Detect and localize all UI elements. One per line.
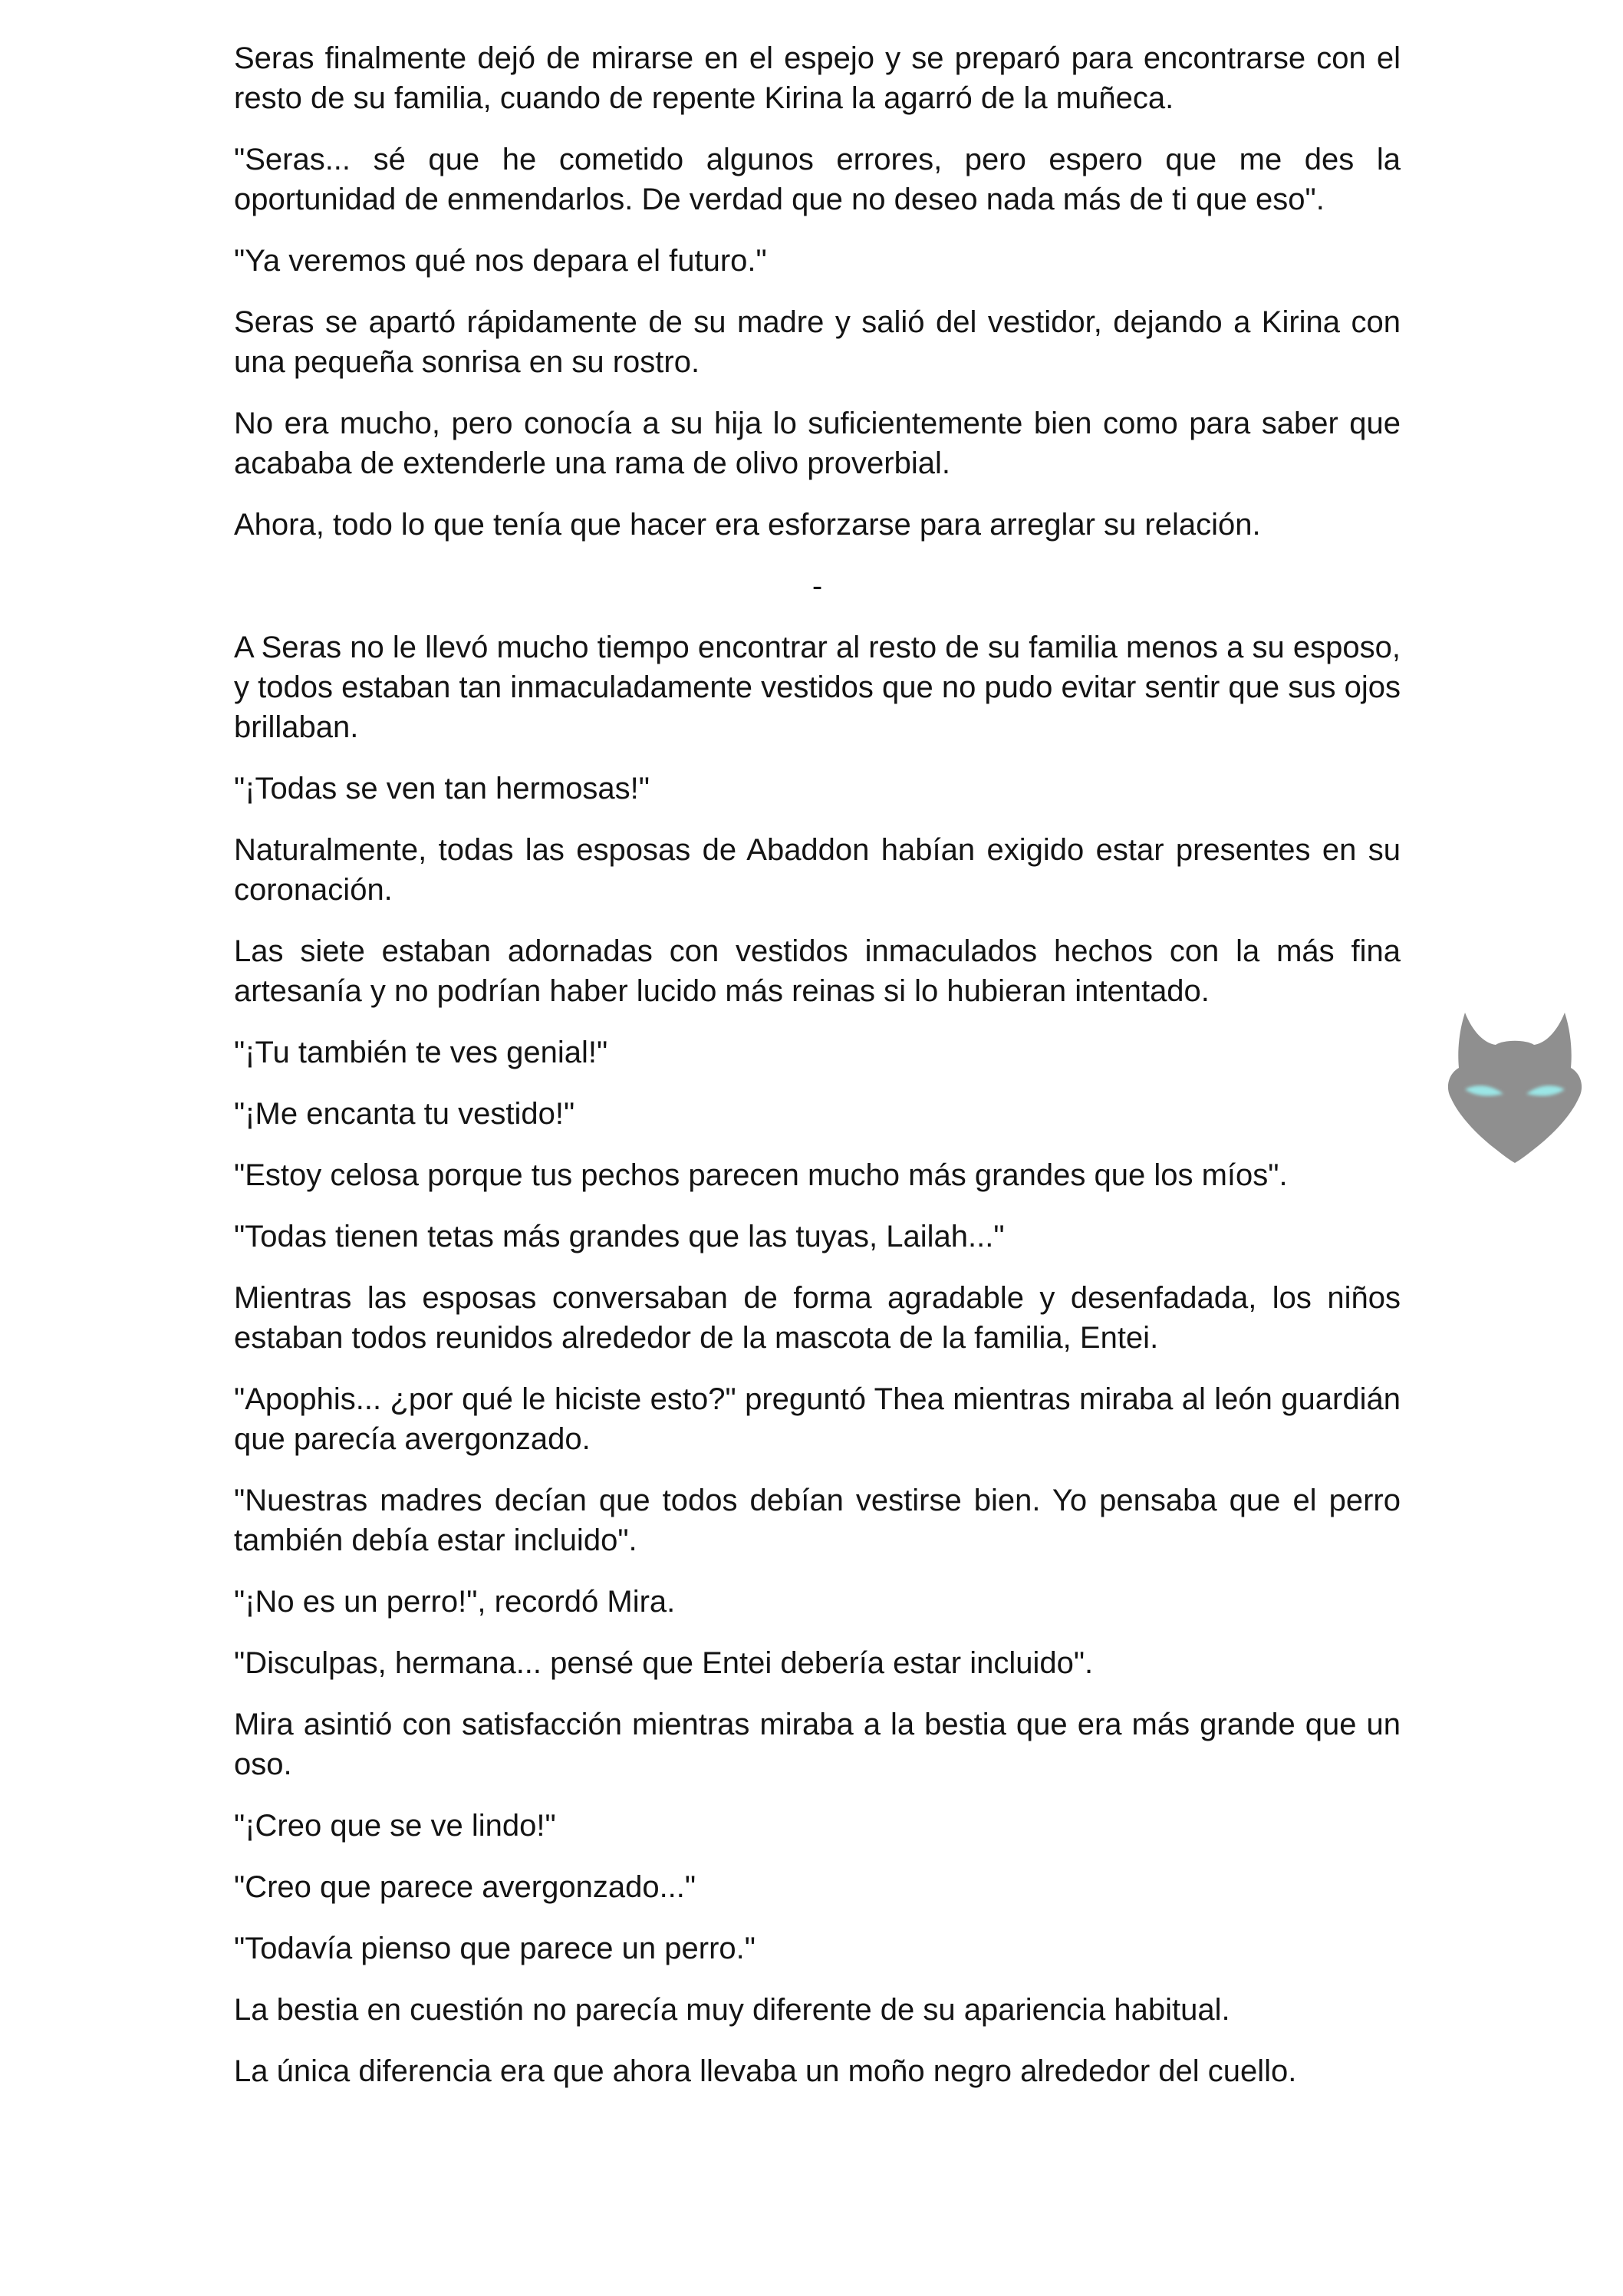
- paragraph: A Seras no le llevó mucho tiempo encontrar al resto de su familia menos a su esposo, y todos estaban tan inmaculadamente vestidos que no pudo evitar sentir que sus ojos brillaban.: [234, 631, 1401, 744]
- paragraph: "Seras... sé que he cometido algunos errores, pero espero que me des la oportunidad de enmendarlos. De verdad que no deseo nada más de ti que eso".: [234, 143, 1401, 216]
- paragraph: "Estoy celosa porque tus pechos parecen mucho más grandes que los míos".: [234, 1158, 1288, 1192]
- paragraph: "Todavía pienso que parece un perro.": [234, 1932, 756, 1965]
- watermark-logo: [1442, 997, 1588, 1166]
- paragraph: La única diferencia era que ahora llevaba un moño negro alrededor del cuello.: [234, 2054, 1297, 2088]
- paragraph: Mira asintió con satisfacción mientras miraba a la bestia que era más grande que un oso.: [234, 1708, 1401, 1781]
- paragraph: "¡Todas se ven tan hermosas!": [234, 772, 650, 805]
- paragraph: "Todas tienen tetas más grandes que las tuyas, Lailah...": [234, 1220, 1005, 1253]
- paragraph: Las siete estaban adornadas con vestidos inmaculados hechos con la más fina artesanía y no podrían haber lucido más reinas si lo hubieran intentado.: [234, 934, 1401, 1008]
- paragraph: Mientras las esposas conversaban de forma agradable y desenfadada, los niños estaban todos reunidos alrededor de la mascota de la familia, Entei.: [234, 1281, 1401, 1355]
- paragraph: "¡Creo que se ve lindo!": [234, 1809, 556, 1843]
- paragraph: Seras se apartó rápidamente de su madre y salió del vestidor, dejando a Kirina con una pequeña sonrisa en su rostro.: [234, 305, 1401, 379]
- demon-head-icon: [1442, 997, 1588, 1166]
- document-page: [234, 38, 1401, 2113]
- paragraph: "Ya veremos qué nos depara el futuro.": [234, 244, 767, 278]
- paragraph: "Creo que parece avergonzado...": [234, 1870, 696, 1904]
- paragraph: Seras finalmente dejó de mirarse en el espejo y se preparó para encontrarse con el resto de su familia, cuando de repente Kirina la agarró de la muñeca.: [234, 41, 1401, 115]
- paragraph: Ahora, todo lo que tenía que hacer era esforzarse para arreglar su relación.: [234, 508, 1261, 542]
- paragraph: "¡Me encanta tu vestido!": [234, 1097, 575, 1131]
- paragraph: La bestia en cuestión no parecía muy diferente de su apariencia habitual.: [234, 1993, 1230, 2027]
- paragraph: "Disculpas, hermana... pensé que Entei debería estar incluido".: [234, 1646, 1094, 1680]
- scene-separator: -: [812, 569, 823, 603]
- paragraph: No era mucho, pero conocía a su hija lo suficientemente bien como para saber que acababa de extenderle una rama de olivo proverbial.: [234, 407, 1401, 480]
- paragraph: "Apophis... ¿por qué le hiciste esto?" preguntó Thea mientras miraba al león guardián que parecía avergonzado.: [234, 1382, 1401, 1456]
- paragraph: Naturalmente, todas las esposas de Abaddon habían exigido estar presentes en su coronación.: [234, 833, 1401, 907]
- paragraph: "¡No es un perro!", recordó Mira.: [234, 1585, 676, 1619]
- paragraph: "Nuestras madres decían que todos debían vestirse bien. Yo pensaba que el perro también debía estar incluido".: [234, 1484, 1401, 1557]
- paragraph: "¡Tu también te ves genial!": [234, 1036, 608, 1069]
